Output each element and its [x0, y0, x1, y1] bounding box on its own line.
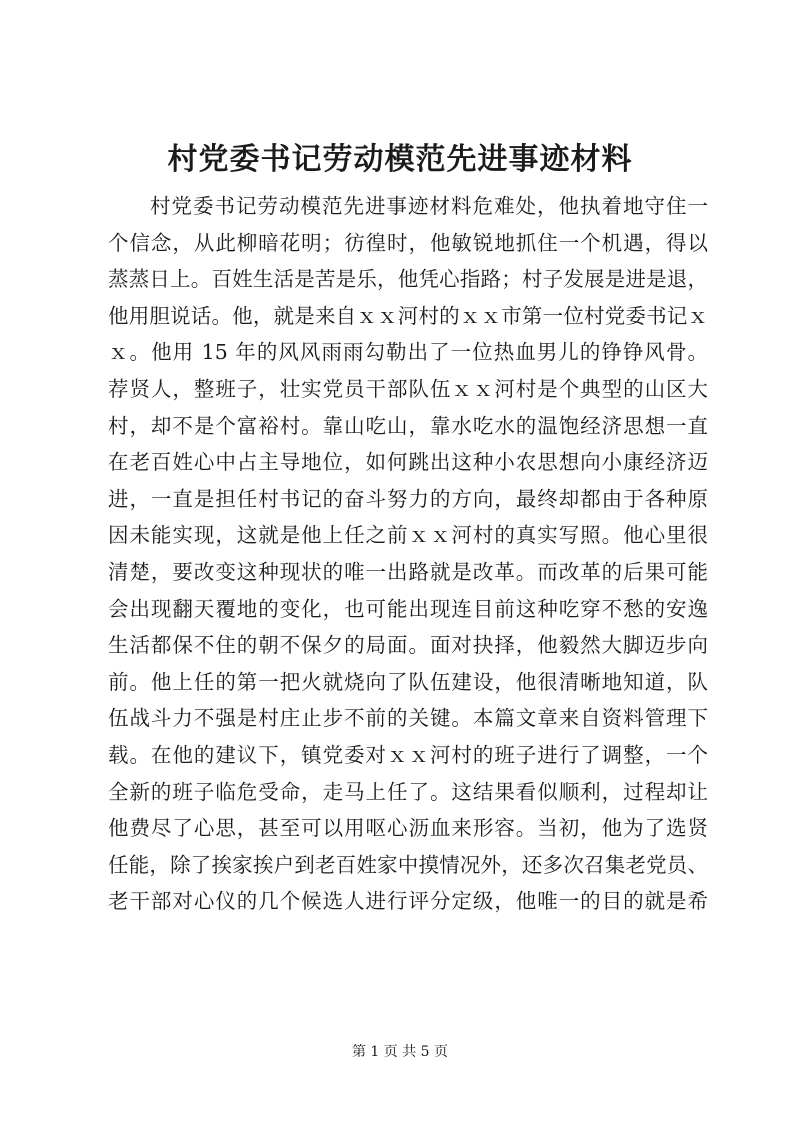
body-line: 全新的班子临危受命，走马上任了。这结果看似顺利，过程却让: [108, 779, 708, 804]
body-line: 任能，除了挨家挨户到老百姓家中摸情况外，还多次召集老党员、: [108, 852, 708, 877]
body-line: 伍战斗力不强是村庄止步不前的关键。本篇文章来自资料管理下: [108, 706, 708, 731]
page-footer: [0, 1042, 800, 1062]
body-line: 进，一直是担任村书记的奋斗努力的方向，最终却都由于各种原: [108, 486, 708, 511]
body-line: ｘ。他用 15 年的风风雨雨勾勒出了一位热血男儿的铮铮风骨。: [108, 340, 708, 365]
body-line: 村，却不是个富裕村。靠山吃山，靠水吃水的温饱经济思想一直: [108, 413, 708, 438]
body-line: 载。在他的建议下，镇党委对ｘｘ河村的班子进行了调整，一个: [108, 742, 708, 767]
document-title: 村党委书记劳动模范先进事迹材料: [167, 142, 633, 177]
body-line: 他费尽了心思，甚至可以用呕心沥血来形容。当初，他为了选贤: [108, 816, 708, 841]
body-line: 他用胆说话。他，就是来自ｘｘ河村的ｘｘ市第一位村党委书记ｘ: [108, 303, 708, 328]
page-number: 第 1 页 共 5 页: [351, 1044, 449, 1060]
body-line: 生活都保不住的朝不保夕的局面。面对抉择，他毅然大脚迈步向: [108, 633, 708, 658]
document-body: [108, 188, 708, 920]
body-line: 前。他上任的第一把火就烧向了队伍建设，他很清晰地知道，队: [108, 669, 708, 694]
body-line: 个信念，从此柳暗花明；彷徨时，他敏锐地抓住一个机遇，得以: [108, 230, 708, 255]
body-line: 因未能实现，这就是他上任之前ｘｘ河村的真实写照。他心里很: [108, 523, 708, 548]
body-line: 村党委书记劳动模范先进事迹材料危难处，他执着地守住一: [150, 194, 708, 218]
body-line: 蒸蒸日上。百姓生活是苦是乐，他凭心指路；村子发展是进是退，: [108, 267, 708, 292]
body-line: 老干部对心仪的几个候选人进行评分定级，他唯一的目的就是希: [108, 889, 708, 914]
body-line: 荐贤人，整班子，壮实党员干部队伍ｘｘ河村是个典型的山区大: [108, 376, 708, 401]
body-line: 会出现翻天覆地的变化，也可能出现连目前这种吃穿不愁的安逸: [108, 596, 708, 621]
body-line: 清楚，要改变这种现状的唯一出路就是改革。而改革的后果可能: [108, 559, 708, 584]
body-line: 在老百姓心中占主导地位，如何跳出这种小农思想向小康经济迈: [108, 450, 708, 475]
